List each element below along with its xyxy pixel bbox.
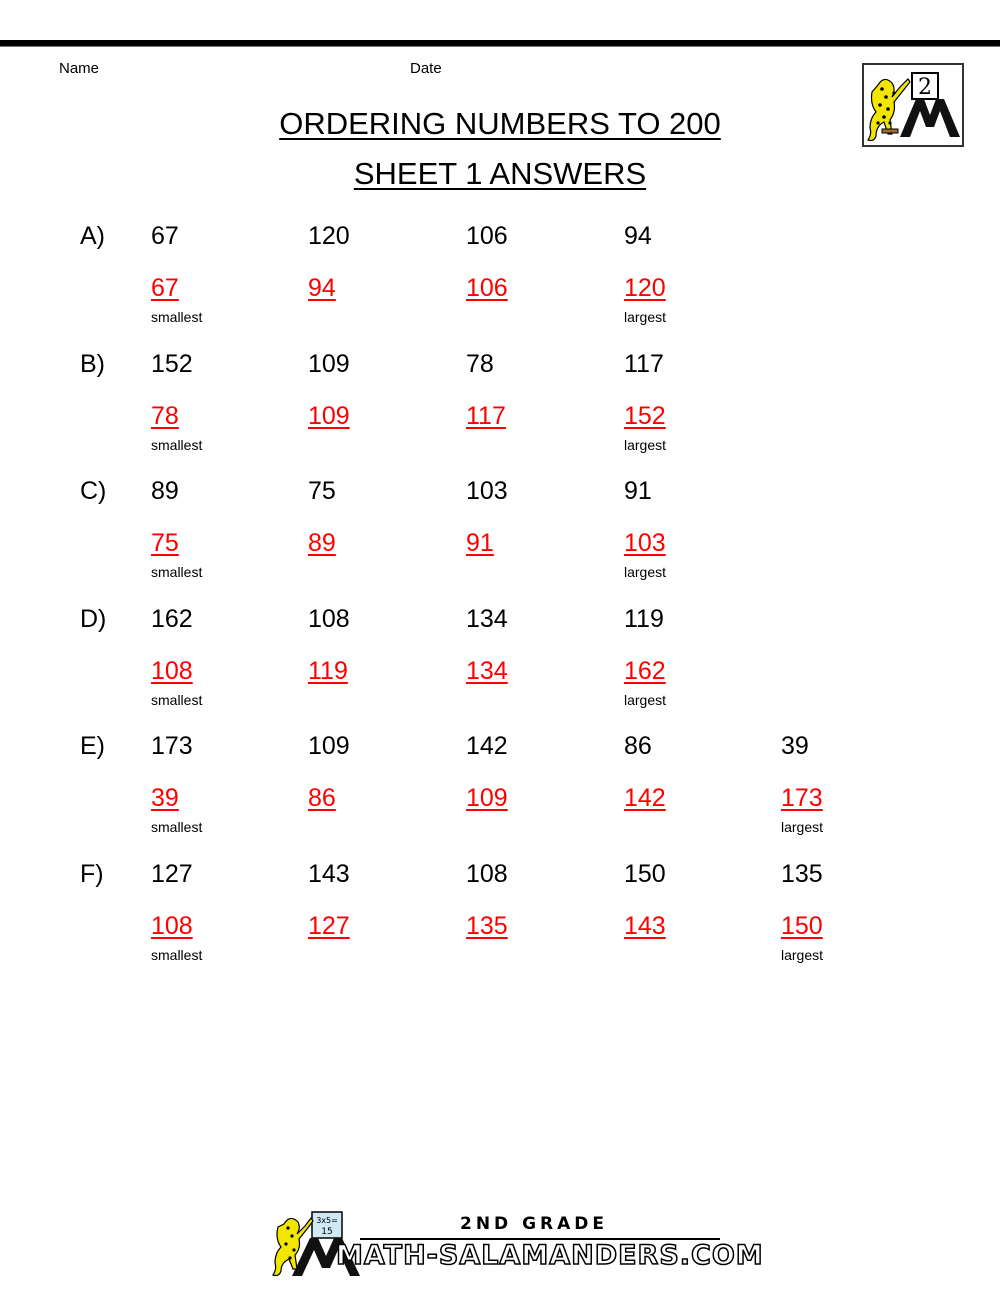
question-label: A) — [80, 222, 105, 250]
question-number: 78 — [466, 349, 494, 378]
answer-number: 78 — [151, 401, 179, 430]
question-number: 162 — [151, 604, 193, 633]
answer-number: 108 — [151, 912, 193, 940]
page-title: ORDERING NUMBERS TO 200 — [279, 106, 721, 141]
question-number: 127 — [151, 860, 193, 888]
question-label: D) — [80, 604, 107, 633]
smallest-hint: smallest — [151, 309, 203, 325]
smallest-hint: smallest — [151, 947, 203, 963]
answer-number: 162 — [624, 656, 666, 685]
largest-hint: largest — [781, 947, 824, 963]
top-rule-thin — [0, 46, 1000, 47]
answer-number: 142 — [624, 784, 666, 813]
question-number: 119 — [624, 604, 664, 633]
question-number: 152 — [151, 349, 193, 378]
answer-number: 143 — [624, 912, 666, 940]
question-number: 135 — [781, 860, 823, 888]
largest-hint: largest — [624, 436, 667, 453]
answer-number: 91 — [466, 529, 494, 558]
logo-badge-text: 2 — [918, 75, 932, 100]
question-number: 67 — [151, 222, 179, 250]
question-label: F) — [80, 860, 104, 888]
answer-number: 94 — [308, 274, 336, 302]
answer-number: 108 — [151, 656, 193, 685]
largest-hint: largest — [624, 309, 667, 325]
largest-hint: largest — [624, 564, 667, 581]
question-number: 109 — [308, 732, 350, 761]
answer-number: 86 — [308, 784, 336, 813]
answer-number: 134 — [466, 656, 508, 685]
question-number: 108 — [308, 604, 350, 633]
smallest-hint: smallest — [151, 691, 203, 708]
question-number: 142 — [466, 732, 508, 761]
question-number: 39 — [781, 732, 809, 761]
question-number: 150 — [624, 860, 666, 888]
question-number: 89 — [151, 477, 179, 506]
answer-number: 39 — [151, 784, 179, 813]
question-number: 106 — [466, 222, 508, 250]
board-text-1: 3x5= — [316, 1216, 338, 1225]
question-number: 120 — [308, 222, 350, 250]
question-label: B) — [80, 349, 105, 378]
answer-number: 127 — [308, 912, 350, 940]
question-number: 143 — [308, 860, 350, 888]
answer-number: 173 — [781, 784, 823, 813]
question-number: 108 — [466, 860, 508, 888]
date-label: Date — [410, 60, 442, 77]
board-text-2: 15 — [321, 1227, 333, 1237]
footer-grade: 2ND GRADE — [460, 1214, 609, 1234]
question-number: 134 — [466, 604, 508, 633]
question-number: 109 — [308, 349, 350, 378]
answer-number: 89 — [308, 529, 336, 558]
question-label: E) — [80, 732, 105, 761]
answer-number: 75 — [151, 529, 179, 558]
answer-number: 119 — [308, 656, 348, 685]
question-number: 91 — [624, 477, 652, 506]
answer-number: 109 — [308, 401, 350, 430]
question-number: 75 — [308, 477, 336, 506]
page-subtitle: SHEET 1 ANSWERS — [353, 156, 647, 191]
question-number: 117 — [624, 349, 664, 378]
smallest-hint: smallest — [151, 564, 203, 581]
answer-number: 152 — [624, 401, 666, 430]
answer-number: 135 — [466, 912, 508, 940]
question-label: C) — [80, 477, 107, 506]
smallest-hint: smallest — [151, 436, 203, 453]
answer-number: 67 — [151, 274, 179, 302]
question-number: 94 — [624, 222, 652, 250]
answer-number: 117 — [466, 401, 506, 430]
answer-number: 109 — [466, 784, 508, 813]
footer-site-name: MATH-SALAMANDERS.COM — [336, 1240, 764, 1271]
largest-hint: largest — [781, 819, 824, 836]
smallest-hint: smallest — [151, 819, 203, 836]
question-number: 173 — [151, 732, 193, 761]
answer-number: 103 — [624, 529, 666, 558]
question-number: 86 — [624, 732, 652, 761]
question-number: 103 — [466, 477, 508, 506]
name-label: Name — [59, 60, 100, 77]
answer-number: 120 — [624, 274, 666, 302]
answer-number: 106 — [466, 274, 508, 302]
largest-hint: largest — [624, 691, 667, 708]
answer-number: 150 — [781, 912, 823, 940]
